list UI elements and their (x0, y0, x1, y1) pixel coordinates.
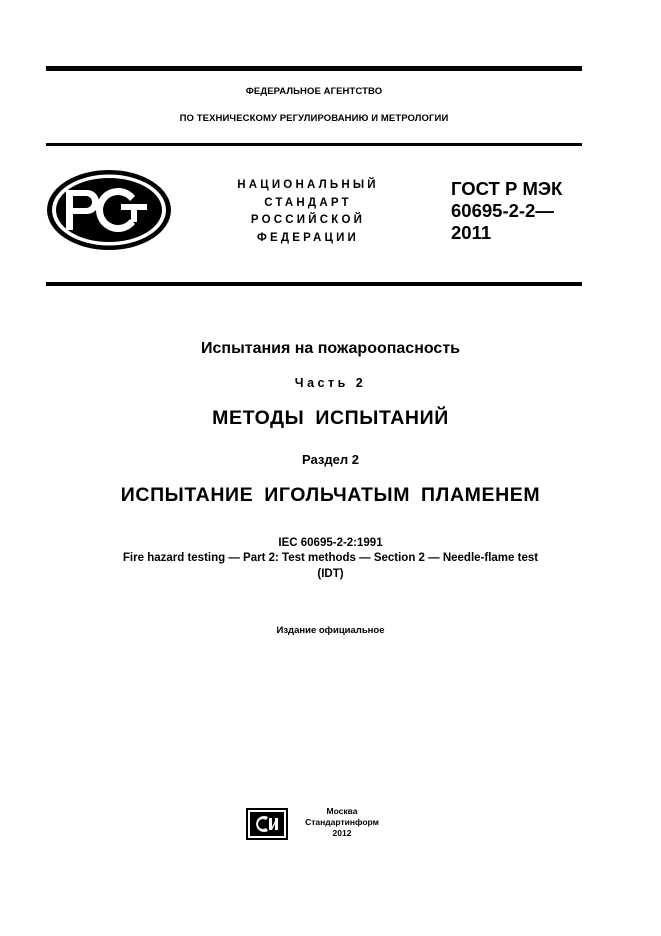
publisher-block (293, 806, 391, 839)
agency-name-line1: ФЕДЕРАЛЬНОЕ АГЕНТСТВО (245, 86, 383, 97)
identity-marker: (IDT) (317, 568, 344, 580)
publisher-name: Стандартинформ (305, 817, 379, 827)
agency-name-line2: ПО ТЕХНИЧЕСКОМУ РЕГУЛИРОВАНИЮ И МЕТРОЛОГИИ (179, 113, 449, 124)
methods-heading: МЕТОДЫ ИСПЫТАНИЙ (212, 407, 449, 429)
edition-note: Издание официальное (276, 625, 385, 636)
designation-line1: ГОСТ Р МЭК (451, 178, 563, 199)
publisher-city: Москва (326, 806, 358, 816)
english-title: Fire hazard testing — Part 2: Test methods — Section 2 — Needle-flame test (122, 552, 539, 564)
national-standard-line2: СТАНДАРТ (264, 196, 352, 209)
national-standard-line1: НАЦИОНАЛЬНЫЙ (237, 179, 379, 191)
standartinform-logo-icon (246, 808, 288, 840)
designation-line3: 2011 (451, 222, 492, 243)
designation-line2: 60695-2-2— (451, 200, 554, 221)
document-title: Испытания на пожароопасность (201, 340, 460, 357)
iec-reference: IEC 60695-2-2:1991 (278, 537, 383, 549)
publisher-year: 2012 (332, 828, 352, 838)
middle-rule (46, 143, 582, 146)
national-standard-block (208, 177, 408, 247)
national-standard-line4: ФЕДЕРАЦИИ (256, 231, 360, 244)
standard-designation (451, 178, 562, 244)
subject-heading: ИСПЫТАНИЕ ИГОЛЬЧАТЫМ ПЛАМЕНЕМ (120, 484, 541, 506)
section-heading: Раздел 2 (302, 452, 359, 467)
part-heading: Часть 2 (294, 376, 367, 390)
top-rule (46, 66, 582, 71)
bottom-rule (46, 282, 582, 286)
rst-certification-mark-icon (45, 168, 173, 252)
national-standard-line3: РОССИЙСКОЙ (250, 214, 366, 226)
